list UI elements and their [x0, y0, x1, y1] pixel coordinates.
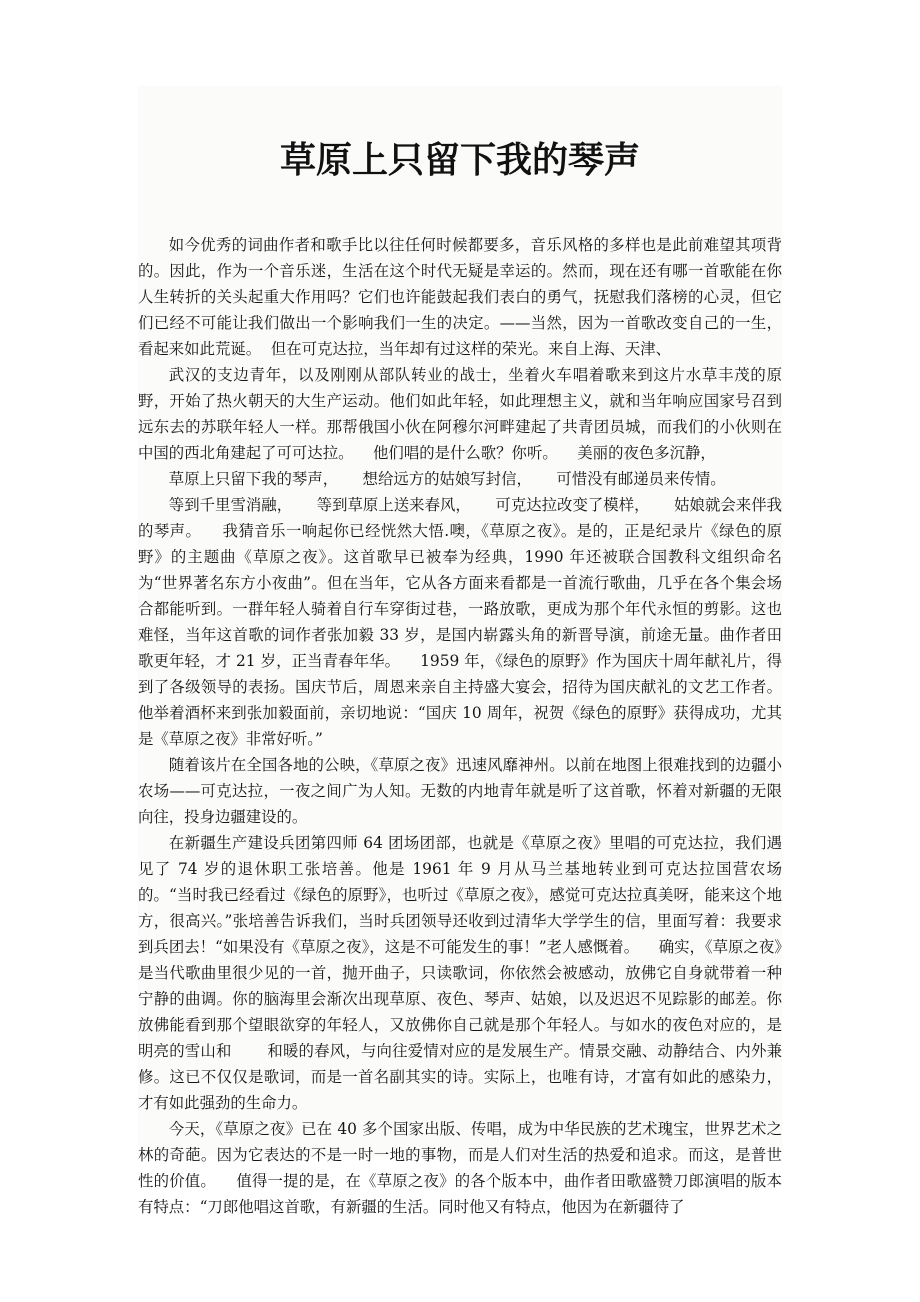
paragraph: 等到千里雪消融， 等到草原上送来春风， 可克达拉改变了模样， 姑娘就会来伴我的琴声。 我猜音乐一响起你已经恍然大悟.噢，《草原之夜》。是的，正是纪录片《绿色的原野》的主题曲《草原之夜》。这首歌早已被奉为经典，1990 年还被联合国教科文组织命名为“世界著名东方小夜曲”。但在当年，它从各方面来看都是一首流行歌曲，几乎在各个集会场合都能听到。一群年轻人骑着自行车穿街过巷，一路放歌，更成为那个年代永恒的剪影。这也难怪，当年这首歌的词作者张加毅 33 岁，是国内崭露头角的新晋导演，前途无量。曲作者田歌更年轻，才 21 岁，正当青春年华。 1959 年，《绿色的原野》作为国庆十周年献礼片，得到了各级领导的表扬。国庆节后，周恩来亲自主持盛大宴会，招待为国庆献礼的文艺工作者。他举着酒杯来到张加毅面前，亲切地说：“国庆 10 周年，祝贺《绿色的原野》获得成功，尤其是《草原之夜》非常好听。”: [138, 496, 782, 748]
paragraph: 草原上只留下我的琴声， 想给远方的姑娘写封信， 可惜没有邮递员来传情。: [168, 470, 726, 488]
paragraph: 武汉的支边青年，以及刚刚从部队转业的战士，坐着火车唱着歌来到这片水草丰茂的原野，开始了热火朝天的大生产运动。他们如此年轻，如此理想主义，就和当年响应国家号召到远东去的苏联年轻人一样。那帮俄国小伙在阿穆尔河畔建起了共青团员城，而我们的小伙则在中国的西北角建起了可可达拉。 他们唱的是什么歌？你听。 美丽的夜色多沉静，: [138, 366, 782, 462]
article-body: [138, 232, 782, 1220]
paragraph: 如今优秀的词曲作者和歌手比以往任何时候都要多，音乐风格的多样也是此前难望其项背的。因此，作为一个音乐迷，生活在这个时代无疑是幸运的。然而，现在还有哪一首歌能在你人生转折的关头起重大作用吗？它们也许能鼓起我们表白的勇气，抚慰我们落榜的心灵，但它们已经不可能让我们做出一个影响我们一生的决定。——当然，因为一首歌改变自己的一生，看起来如此荒诞。 但在可克达拉，当年却有过这样的荣光。来自上海、天津、: [138, 236, 782, 358]
paragraph: 随着该片在全国各地的公映，《草原之夜》迅速风靡神州。以前在地图上很难找到的边疆小农场——可克达拉，一夜之间广为人知。无数的内地青年就是听了这首歌，怀着对新疆的无限向往，投身边疆建设的。: [138, 756, 782, 826]
paragraph: 在新疆生产建设兵团第四师 64 团场团部，也就是《草原之夜》里唱的可克达拉，我们遇见了 74 岁的退休职工张培善。他是 1961 年 9 月从马兰基地转业到可克达拉国营农场的。“当时我已经看过《绿色的原野》，也听过《草原之夜》，感觉可克达拉真美呀，能来这个地方，很高兴。”张培善告诉我们，当时兵团领导还收到过清华大学学生的信，里面写着：我要求到兵团去！“如果没有《草原之夜》，这是不可能发生的事！”老人感慨着。 确实，《草原之夜》是当代歌曲里很少见的一首，抛开曲子，只读歌词，你依然会被感动，放佛它自身就带着一种宁静的曲调。你的脑海里会渐次出现草原、夜色、琴声、姑娘，以及迟迟不见踪影的邮差。你放佛能看到那个望眼欲穿的年轻人，又放佛你自己就是那个年轻人。与如水的夜色对应的，是明亮的雪山和 和暖的春风，与向往爱情对应的是发展生产。情景交融、动静结合、内外兼修。这已不仅仅是歌词，而是一首名副其实的诗。实际上，也唯有诗，才富有如此的感染力，才有如此强劲的生命力。: [138, 834, 782, 1112]
document-title: 草原上只留下我的琴声: [279, 139, 640, 182]
paragraph: 今天，《草原之夜》已在 40 多个国家出版、传唱，成为中华民族的艺术瑰宝，世界艺术之林的奇葩。因为它表达的不是一时一地的事物，而是人们对生活的热爱和追求。而这，是普世性的价值。 值得一提的是，在《草原之夜》的各个版本中，曲作者田歌盛赞刀郎演唱的版本有特点：“刀郎他唱这首歌，有新疆的生活。同时他又有特点，他因为在新疆待了: [138, 1120, 782, 1216]
